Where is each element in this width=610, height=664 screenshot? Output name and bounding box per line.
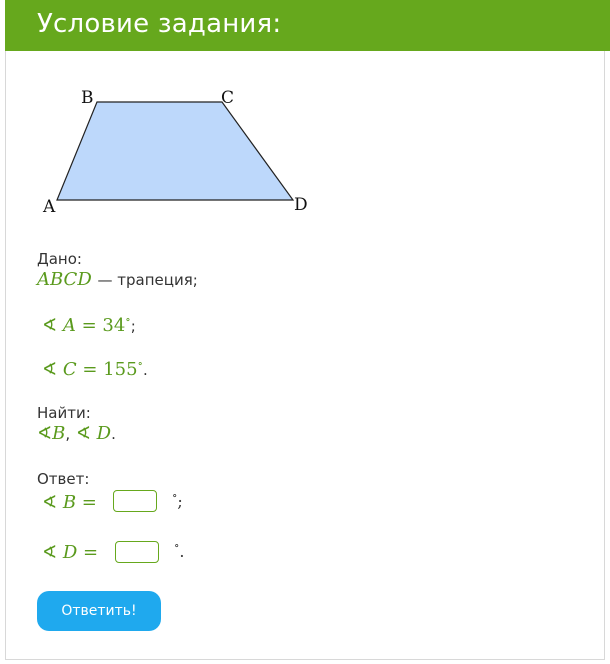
given-angle-a-line: ∢ A = 34∘; bbox=[42, 313, 136, 336]
angle-c-value: 155 bbox=[103, 359, 138, 380]
angle-icon: ∢ bbox=[42, 542, 58, 563]
given-shape-line bbox=[37, 269, 198, 290]
answer-heading: Ответ: bbox=[37, 470, 90, 488]
angle-icon: ∢ bbox=[42, 315, 58, 336]
angle-a-value: 34 bbox=[102, 315, 126, 336]
angle-a-name: A bbox=[62, 315, 76, 336]
trapezoid-shape bbox=[57, 102, 293, 200]
angle-icon: ∢ bbox=[37, 423, 53, 444]
find-line: ∢B, ∢ D. bbox=[37, 423, 116, 444]
given-angle-c-line: ∢ C = 155∘. bbox=[42, 357, 148, 380]
angle-c-name: C bbox=[62, 359, 77, 380]
degree-icon: ∘ bbox=[137, 357, 143, 370]
answer-angle-b-label: ∢ B = bbox=[42, 492, 97, 513]
answer-angle-d-label: ∢ D = bbox=[42, 542, 99, 563]
degree-icon: ∘ bbox=[125, 313, 131, 326]
shape-description: — трапеция; bbox=[97, 271, 198, 289]
vertex-label-a: A bbox=[43, 197, 56, 217]
angle-icon: ∢ bbox=[42, 359, 58, 380]
vertex-label-c: C bbox=[221, 88, 235, 108]
submit-answer-button[interactable]: Ответить! bbox=[37, 591, 161, 631]
angle-icon: ∢ bbox=[75, 423, 91, 444]
angle-icon: ∢ bbox=[42, 492, 58, 513]
angle-d-answer-input[interactable] bbox=[115, 541, 159, 563]
task-title: Условие задания: bbox=[37, 9, 282, 39]
angle-b-answer-input[interactable] bbox=[113, 490, 157, 512]
vertex-label-d: D bbox=[294, 195, 308, 215]
trapezoid-figure bbox=[35, 82, 325, 222]
find-angle-1: B bbox=[52, 423, 66, 444]
find-angle-2: D bbox=[96, 423, 112, 444]
vertex-label-b: B bbox=[81, 88, 94, 108]
shape-name: ABCD bbox=[37, 269, 92, 290]
answer-angle-d-name: D bbox=[62, 542, 78, 563]
angle-b-degree-suffix: ∘; bbox=[172, 489, 183, 511]
answer-angle-b-name: B bbox=[62, 492, 77, 513]
angle-d-degree-suffix: ∘. bbox=[174, 539, 185, 561]
given-heading: Дано: bbox=[37, 250, 82, 268]
find-heading: Найти: bbox=[37, 404, 91, 422]
task-header bbox=[5, 0, 610, 51]
